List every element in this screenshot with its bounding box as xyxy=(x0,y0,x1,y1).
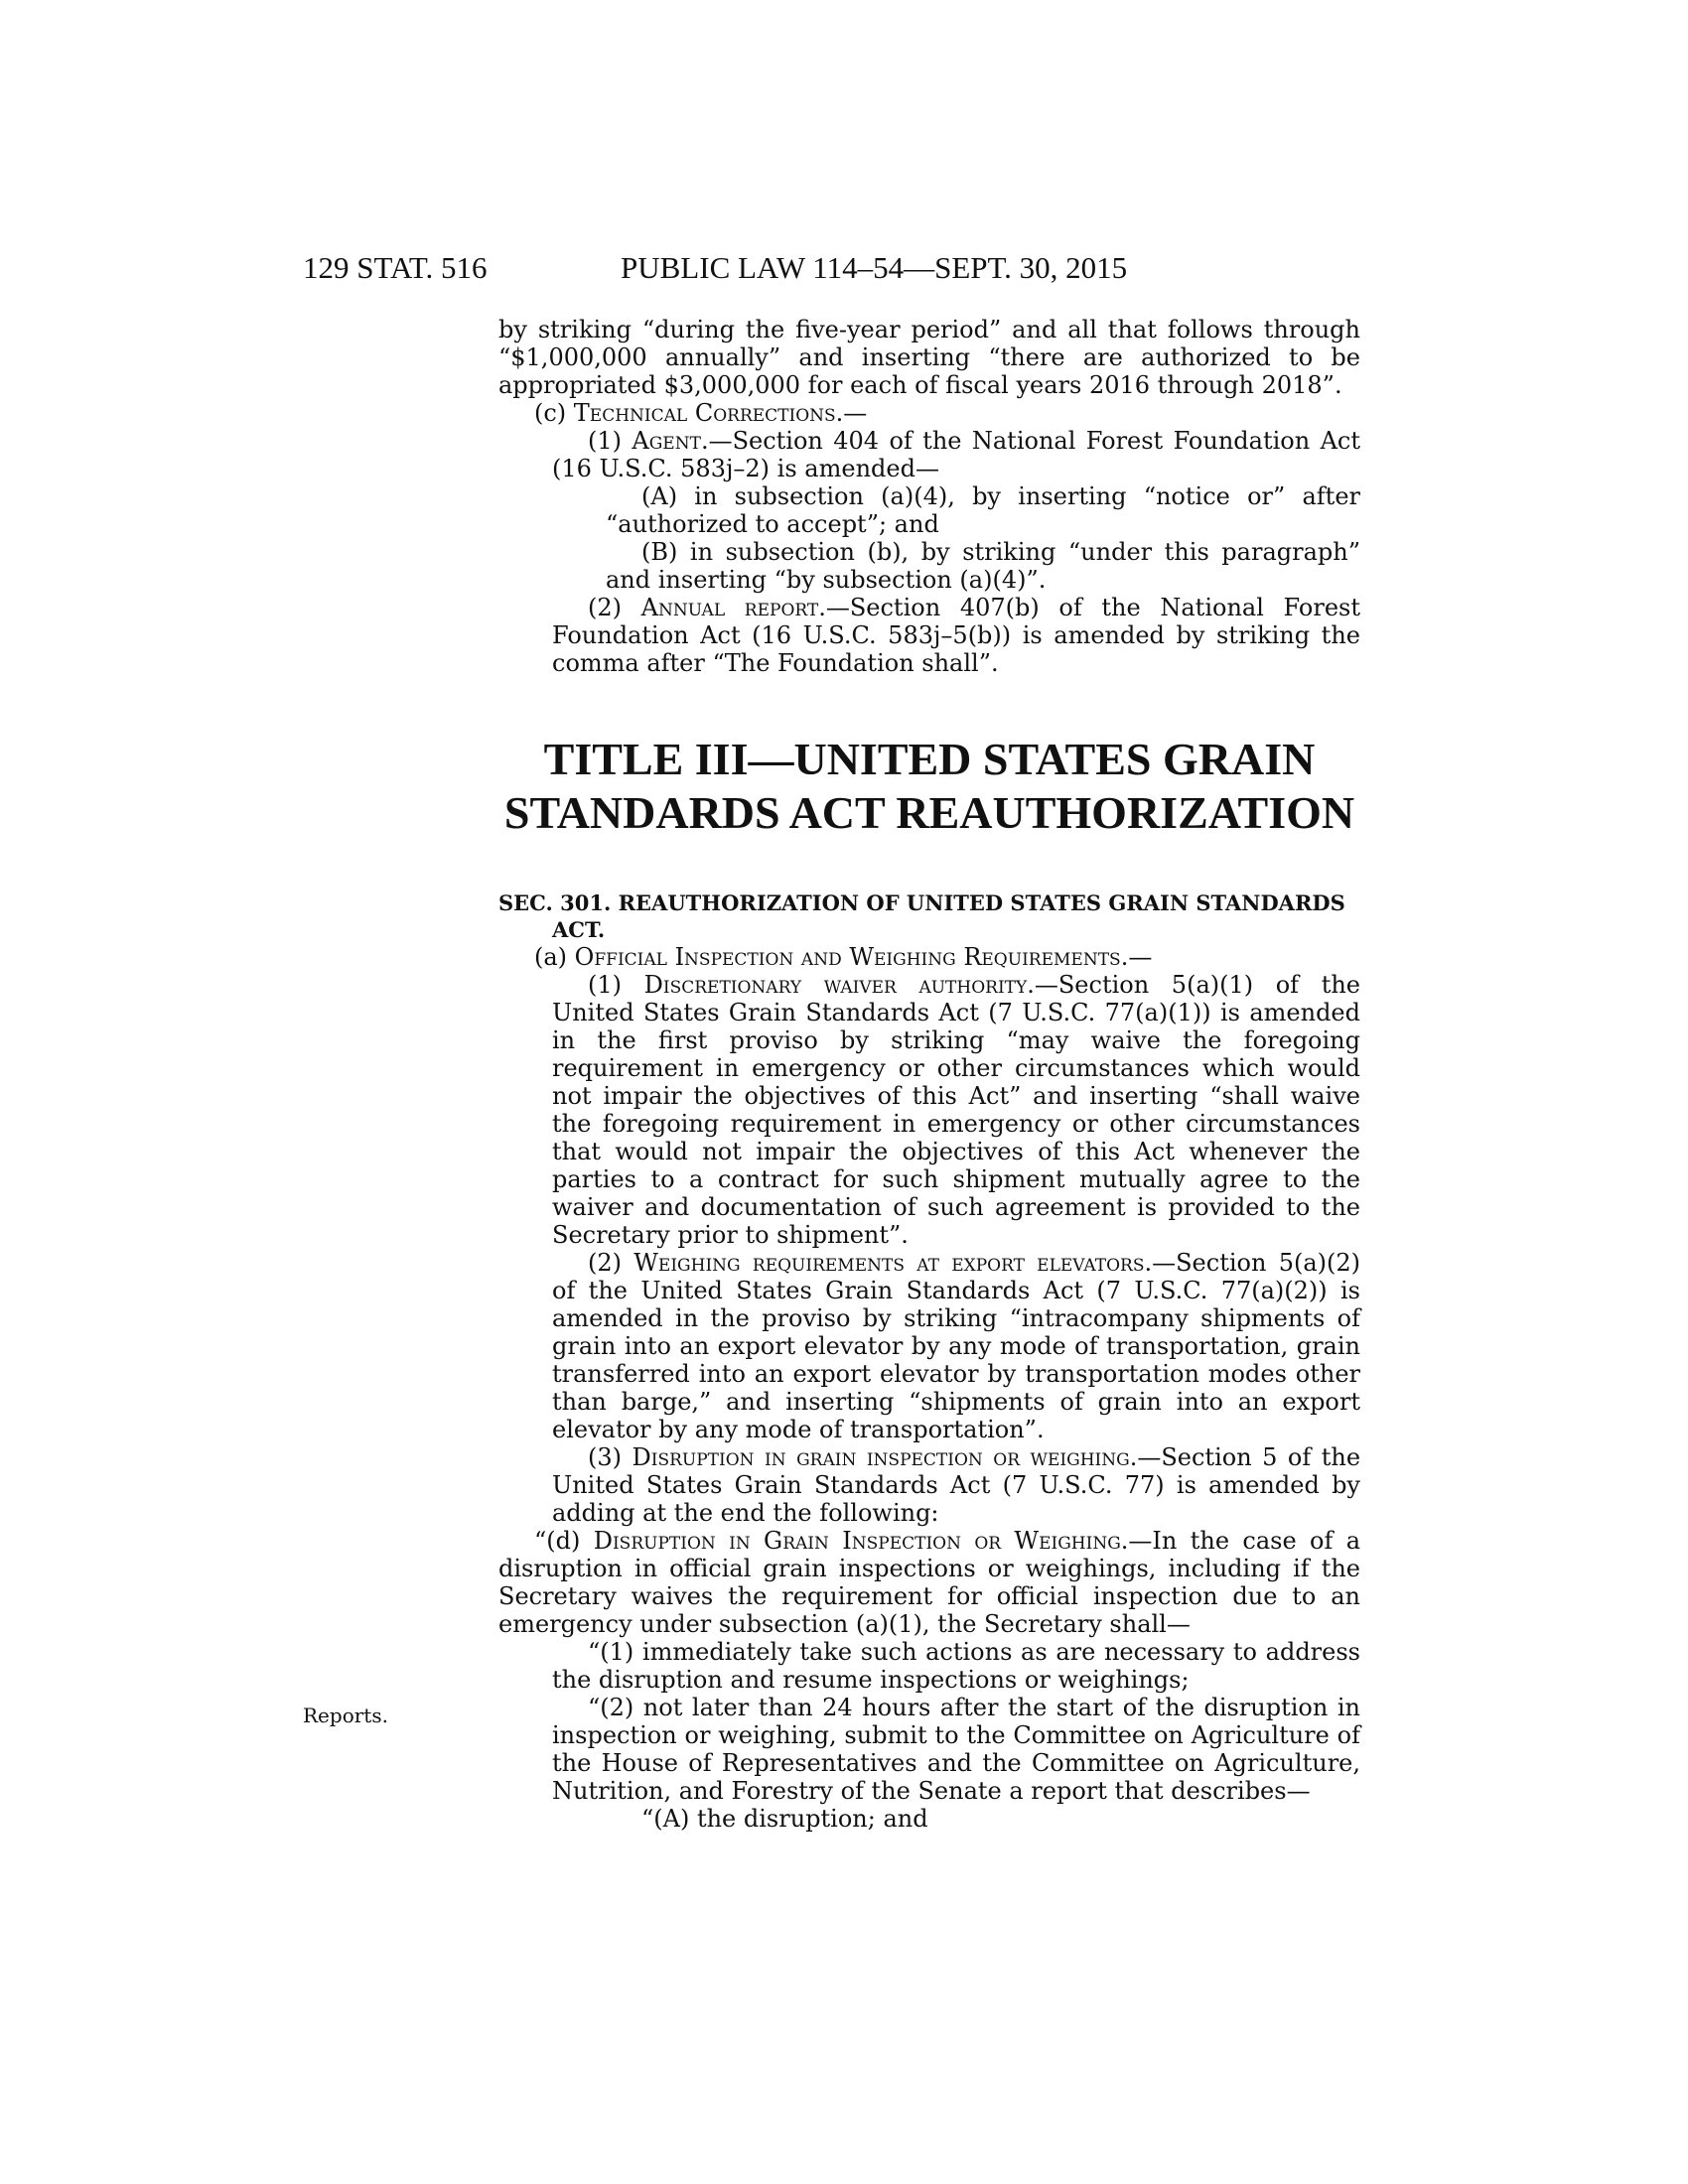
subsection-d-prefix: “(d) xyxy=(534,1527,594,1555)
subsection-a-suffix: .— xyxy=(1120,943,1153,971)
margin-note-reports: Reports. xyxy=(303,1704,388,1727)
quoted-subparagraph-a: “(A) the disruption; and xyxy=(641,1805,928,1833)
paragraph-disruption xyxy=(498,1443,1360,1527)
subsection-c-prefix: (c) xyxy=(534,399,574,427)
paragraph-agent-prefix: (1) xyxy=(588,427,633,455)
quoted-paragraph-2: “(2) not later than 24 hours after the start of the disruption in inspection or weighing, submit to the Committee on Agriculture of the House of Representatives and the Committee on Agriculture, Nutrition, and Forestry of the Senate a report that describes— xyxy=(552,1694,1360,1805)
subparagraph-a: (A) in subsection (a)(4), by inserting “notice or” after “authorized to accept”; and xyxy=(606,482,1360,538)
subsection-d-heading: Disruption in Grain Inspection or Weighing xyxy=(593,1527,1121,1555)
paragraph-agent-label: Agent xyxy=(632,427,701,455)
subsection-c-heading: Technical Corrections xyxy=(573,399,836,427)
paragraph-annual-report-prefix: (2) xyxy=(588,594,641,621)
page-header xyxy=(303,250,1365,290)
paragraph-agent-text: .—Section 404 of the National Forest Foundation Act (16 U.S.C. 583j–2) is amended— xyxy=(552,427,1360,482)
subsection-d-text: .—In the case of a disruption in official grain inspections or weighings, including if the Secretary waives the requirement for official inspection due to an emergency under subsection (a)(1), the Secretary shall— xyxy=(498,1527,1360,1638)
paragraph-agent xyxy=(498,427,1360,482)
title-heading xyxy=(498,733,1360,840)
section-heading: SEC. 301. REAUTHORIZATION OF UNITED STATES GRAIN STANDARDS ACT. xyxy=(498,890,1345,942)
subsection-a-heading xyxy=(498,943,1360,971)
title-line-1: TITLE III—UNITED STATES GRAIN xyxy=(543,734,1316,784)
subsection-c-suffix: .— xyxy=(835,399,868,427)
paragraph-annual-report xyxy=(498,594,1360,677)
paragraph-disruption-text: .—Section 5 of the United States Grain Standards Act (7 U.S.C. 77) is amended by adding at the end the following: xyxy=(552,1443,1361,1527)
paragraph-disruption-label: Disruption in grain inspection or weighing xyxy=(632,1443,1130,1471)
paragraph-weighing-requirements xyxy=(498,1249,1360,1443)
public-law-title: PUBLIC LAW 114–54—SEPT. 30, 2015 xyxy=(621,250,1128,285)
paragraph-waiver-label: Discretionary waiver authority xyxy=(643,971,1028,999)
quoted-paragraph-1: “(1) immediately take such actions as are necessary to address the disruption and resume inspections or weighings; xyxy=(552,1638,1360,1694)
technical-corrections-heading xyxy=(498,399,1360,427)
paragraph-annual-report-label: Annual report xyxy=(640,594,819,621)
title-line-2: STANDARDS ACT REAUTHORIZATION xyxy=(503,787,1355,838)
paragraph-weighing-prefix: (2) xyxy=(588,1249,634,1277)
paragraph-weighing-label: Weighing requirements at export elevators xyxy=(633,1249,1145,1277)
subparagraph-b: (B) in subsection (b), by striking “under this paragraph” and inserting “by subsection (a)(4)”. xyxy=(606,538,1360,594)
subsection-a-prefix: (a) xyxy=(534,943,575,971)
paragraph-disruption-prefix: (3) xyxy=(588,1443,633,1471)
stat-page-number: 129 STAT. 516 xyxy=(303,250,488,285)
paragraph-waiver-prefix: (1) xyxy=(588,971,644,999)
subsection-a-title: Official Inspection and Weighing Requirements xyxy=(574,943,1121,971)
body-text-column xyxy=(498,316,1360,1833)
subsection-d-quoted xyxy=(498,1527,1360,1638)
paragraph-weighing-text: .—Section 5(a)(2) of the United States Grain Standards Act (7 U.S.C. 77(a)(2)) is amended in the proviso by striking “intracompany shipments of grain into an export elevator by any mode of transportation, grain transferred into an export elevator by transportation modes other than barge,” and inserting “shipments of grain into an export elevator by any mode of transportation”. xyxy=(552,1249,1360,1443)
paragraph-waiver-text: .—Section 5(a)(1) of the United States Grain Standards Act (7 U.S.C. 77(a)(1)) is amended in the first proviso by striking “may waive the foregoing requirement in emergency or other circumstances which would not impair the objectives of this Act” and inserting “shall waive the foregoing requirement in emergency or other circumstances that would not impair the objectives of this Act whenever the parties to a contract for such shipment mutually agree to the waiver and documentation of such agreement is provided to the Secretary prior to shipment”. xyxy=(552,971,1360,1249)
paragraph-annual-report-text: .—Section 407(b) of the National Forest Foundation Act (16 U.S.C. 583j–5(b)) is amended by striking the comma after “The Foundation shall”. xyxy=(552,594,1360,677)
continuation-paragraph: by striking “during the five-year period” and all that follows through “$1,000,000 annually” and inserting “there are authorized to be appropriated $3,000,000 for each of fiscal years 2016 through 2018”. xyxy=(498,316,1360,399)
paragraph-discretionary-waiver xyxy=(498,971,1360,1249)
